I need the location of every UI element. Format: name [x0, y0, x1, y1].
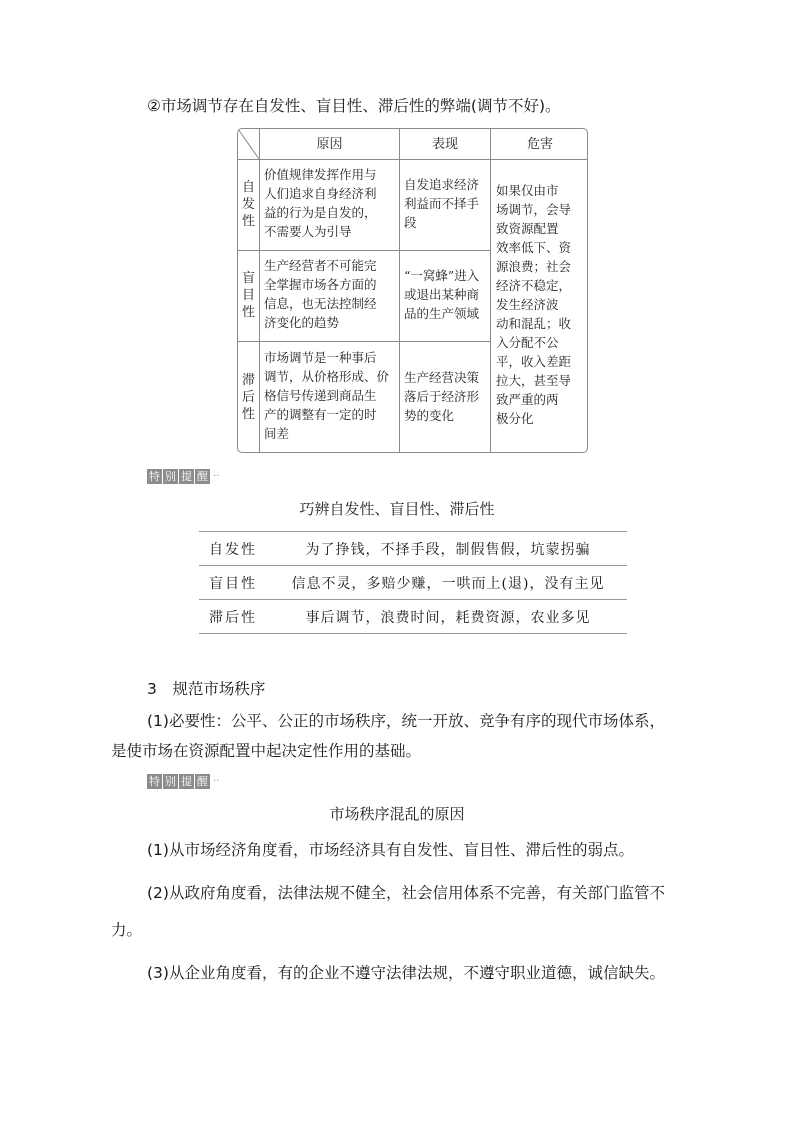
badge-dots: ··: [213, 775, 220, 787]
table-rule: [199, 531, 627, 532]
comparison-table: [237, 128, 588, 453]
row-label-spontaneous: 自 发 性: [241, 180, 255, 229]
table-divider: [238, 159, 587, 160]
table-rule: [199, 565, 627, 566]
manifest-lagging: 生产经营决策 落后于经济形 势的变化: [404, 370, 480, 423]
table2-text: 事后调节，浪费时间，耗费资源，农业多见: [305, 610, 591, 626]
section-heading: 3 规范市场秩序: [147, 680, 266, 698]
header-manifestation: 表现: [431, 137, 458, 152]
reason-2-line-1: (2)从政府角度看，法律法规不健全，社会信用体系不完善，有关部门监管不: [147, 884, 665, 902]
table-divider: [238, 341, 491, 342]
diagonal-corner: [238, 129, 259, 159]
header-reason: 原因: [316, 137, 343, 152]
reason-3: (3)从企业角度看，有的企业不遵守法律法规，不遵守职业道德，诚信缺失。: [147, 964, 665, 982]
table-divider: [399, 129, 400, 452]
table2-label: 自发性: [209, 542, 257, 558]
special-reminder-badge: 特 别 提 醒 ··: [149, 469, 220, 483]
necessity-line-2: 是使市场在资源配置中起决定性作用的基础。: [111, 742, 422, 760]
reasons-title: 市场秩序混乱的原因: [329, 805, 465, 823]
manifest-blind: “一窝蜂”进入 或退出某种商 品的生产领域: [404, 268, 480, 321]
table-divider: [259, 129, 260, 452]
table2-title: 巧辨自发性、盲目性、滞后性: [299, 500, 495, 518]
table2-text: 为了挣钱，不择手段，制假售假，坑蒙拐骗: [305, 542, 591, 558]
table-rule: [199, 599, 627, 600]
table2-label: 盲目性: [209, 576, 257, 592]
header-harm: 危害: [526, 137, 553, 152]
row-label-lagging: 滞 后 性: [241, 373, 255, 422]
necessity-line-1: (1)必要性：公平、公正的市场秩序，统一开放、竞争有序的现代市场体系，: [147, 712, 665, 730]
badge-dots: ··: [213, 470, 220, 482]
table-divider: [490, 129, 491, 452]
reason-spontaneous: 价值规律发挥作用与 人们追求自身经济利 益的行为是自发的， 不需要人为引导: [264, 167, 377, 239]
table-divider: [238, 250, 491, 251]
manifest-spontaneous: 自发追求经济 利益而不择手 段: [404, 177, 480, 230]
reason-1: (1)从市场经济角度看，市场经济具有自发性、盲目性、滞后性的弱点。: [147, 841, 634, 859]
harm-text: 如果仅由市 场调节，会导 致资源配置 效率低下、资 源浪费；社会 经济不稳定， 发生经济波 动和混乱；收 入分配不公 平，收入差距 拉大，甚至导 致严重的两 极分化: [496, 183, 572, 426]
reason-blind: 生产经营者不可能完 全掌握市场各方面的 信息，也无法控制经 济变化的趋势: [264, 258, 377, 330]
table2-text: 信息不灵，多赔少赚，一哄而上(退)，没有主见: [291, 576, 605, 592]
reason-2-line-2: 力。: [111, 921, 143, 939]
intro-line: ②市场调节存在自发性、盲目性、滞后性的弊端(调节不好)。: [147, 97, 561, 115]
reason-lagging: 市场调节是一种事后 调节，从价格形成、价 格信号传递到商品生 产的调整有一定的时 间差: [264, 350, 390, 441]
row-label-blind: 盲 目 性: [241, 271, 255, 320]
special-reminder-badge: 特 别 提 醒 ··: [149, 774, 220, 788]
table2-label: 滞后性: [209, 610, 257, 626]
table-rule: [199, 633, 627, 634]
